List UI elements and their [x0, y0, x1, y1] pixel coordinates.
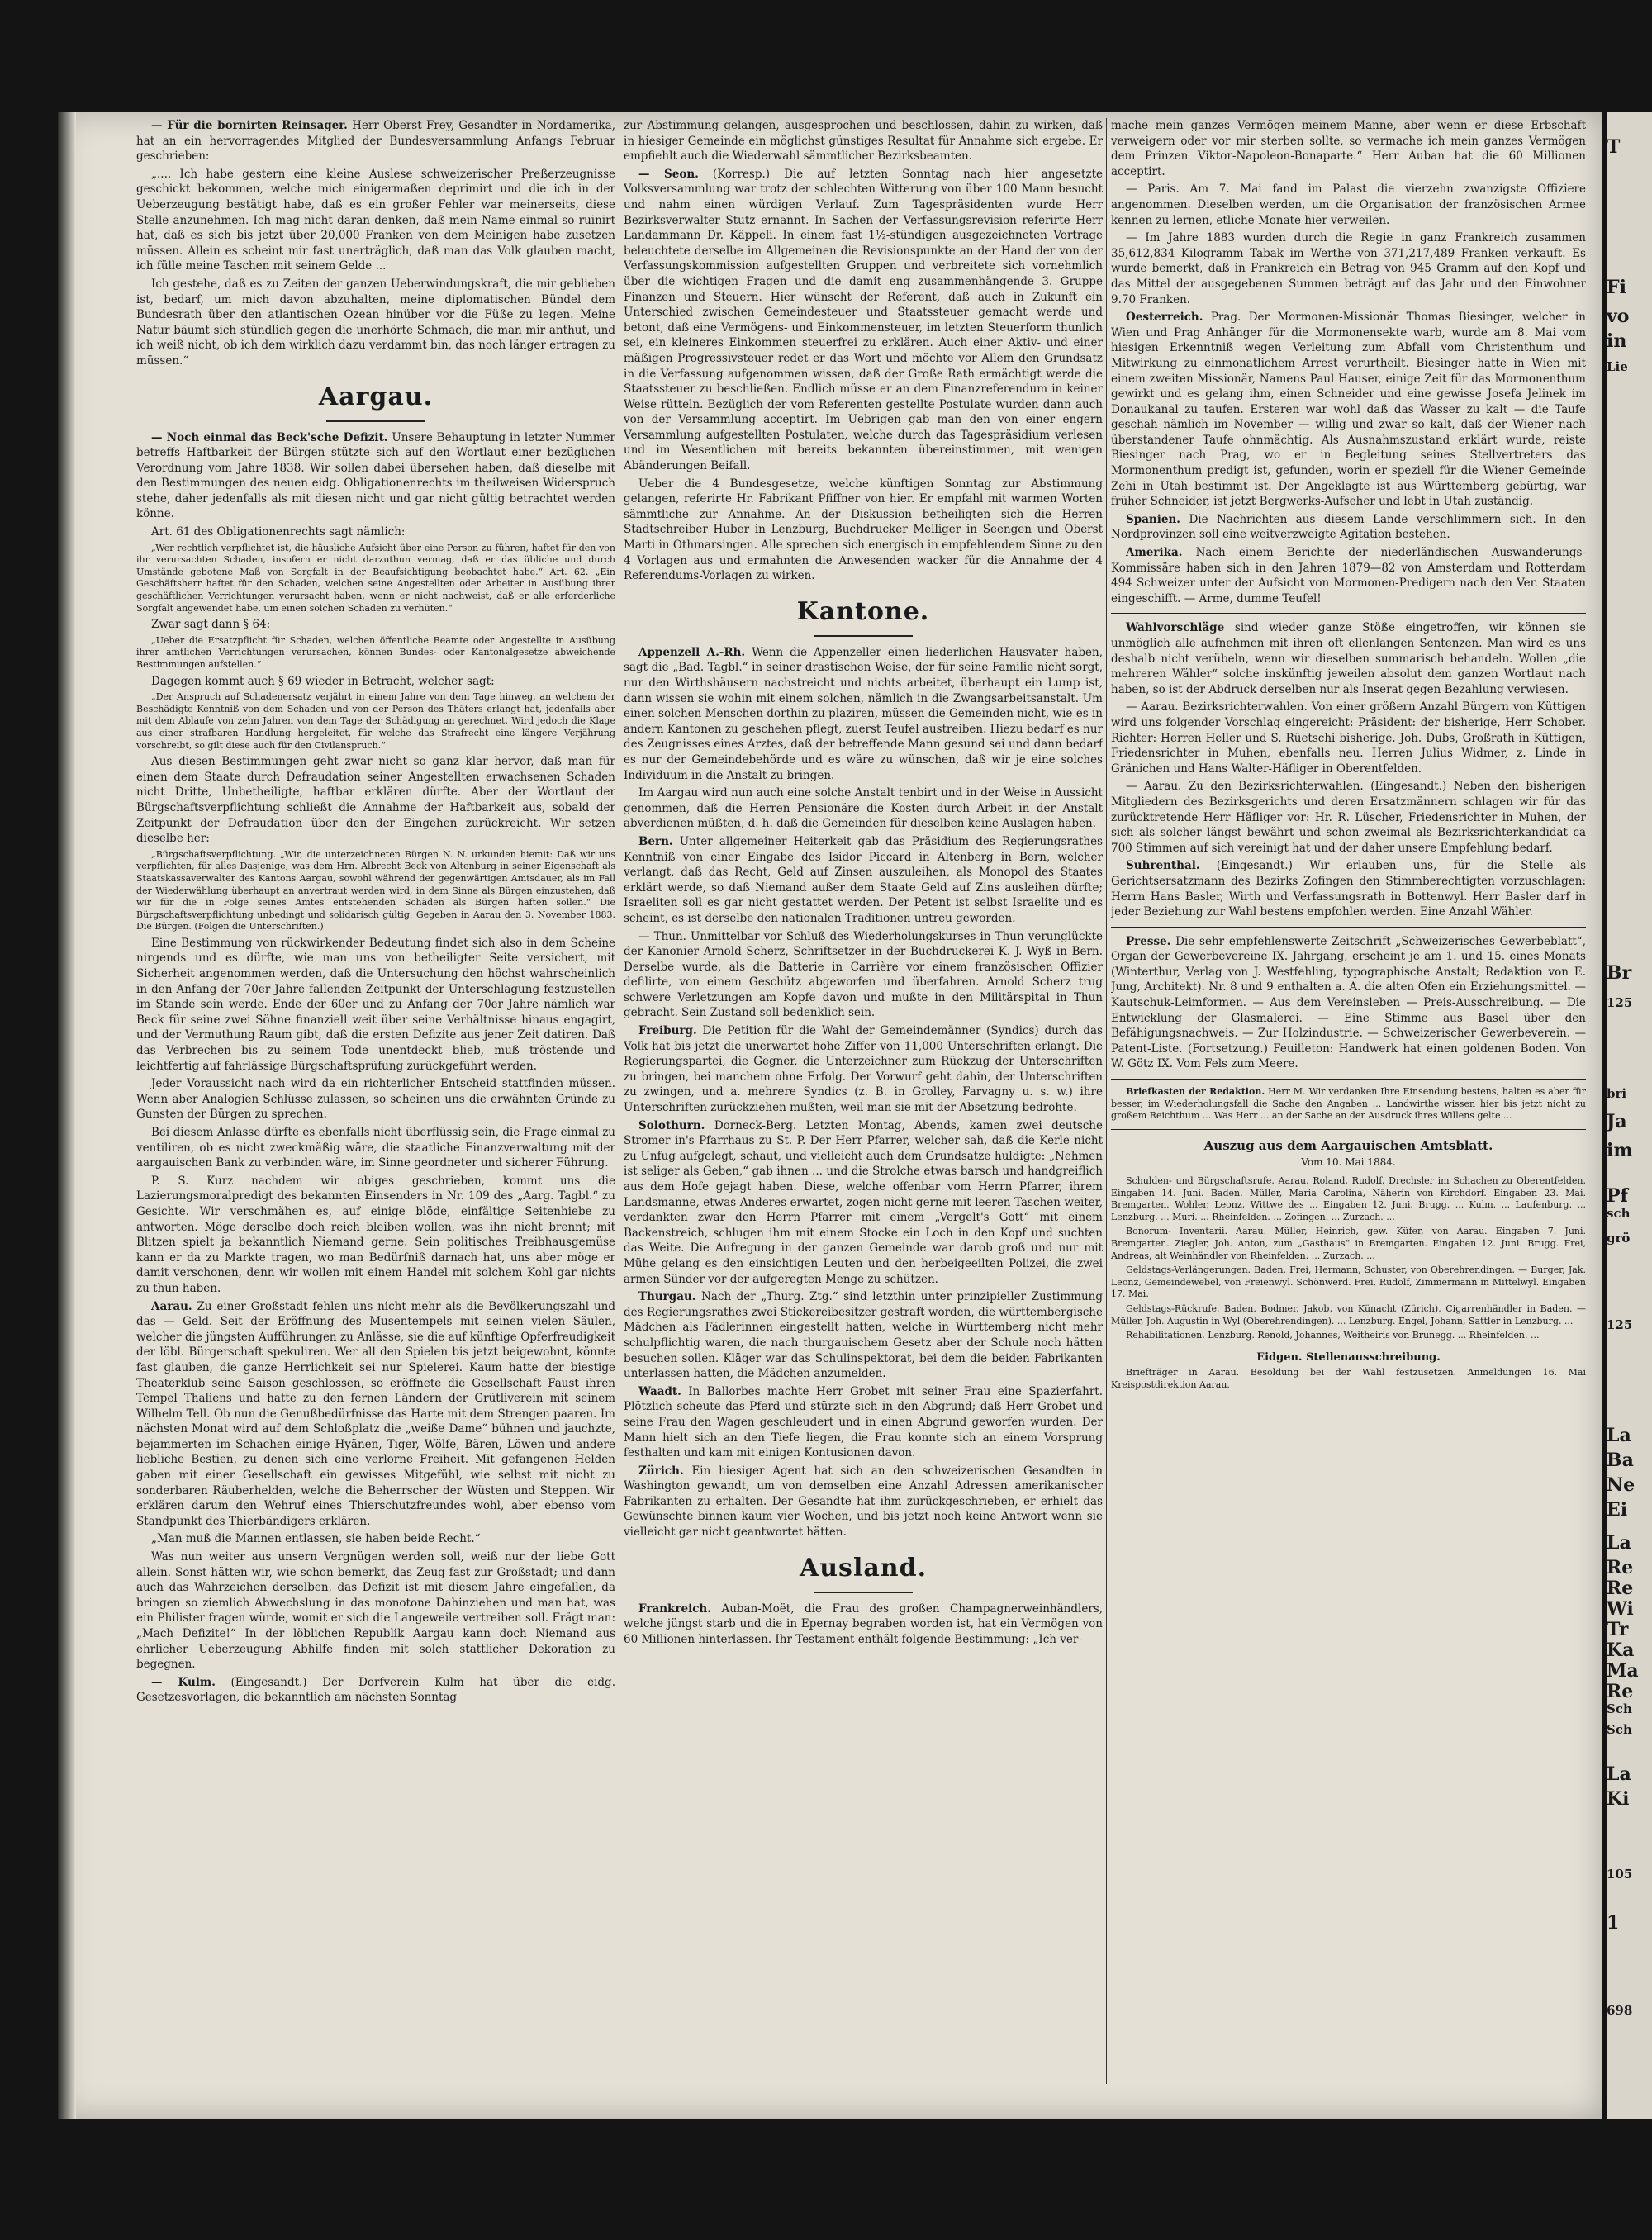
column-2 — [624, 118, 1103, 2092]
notice-paragraph: Rehabilitationen. Lenzburg. Renold, Johannes, Weitheiris von Brunegg. ... Rheinfelden. ... — [1126, 1330, 1540, 1341]
article-lead: Appenzell A.-Rh. — [638, 645, 746, 659]
article-paragraph: P. S. Kurz nachdem wir obiges geschrieben, kommt uns die Lazierungsmoralpredigt des bekannten Einsenders in Nr. 109 des „Aarg. Tagbl.“ zu Gesichte. Wir verschmähen es, auf einige blöde, einfältige Seitenhiebe zu antworten. Möge derselbe doch reich bleiben wollen, was ihn nicht brennt; mit Blitzen spielt ja bekanntlich Niemand gerne. Sein politisches Treibhausgemüse kann er da zu Markte tragen, wo man Bedürfniß darnach hat, uns aber möge er damit verschonen, denn wir wollen mit einem Handel mit solchem Kohl gar nichts zu thun haben. — [136, 1174, 615, 1295]
strip-fragment: Re — [1607, 1557, 1634, 1578]
article-paragraph — [136, 430, 615, 523]
strip-fragment: 1 — [1607, 1912, 1620, 1934]
article-paragraph: — Paris. Am 7. Mai fand im Palast die vierzehn zwanzigste Offiziere angenommen. Dieselben werden, um die Organisation der französischen Armee kennen zu lernen, etliche Monate hier verweilen. — [1111, 183, 1586, 227]
article-paragraph — [624, 167, 1103, 474]
strip-fragment: Ma — [1607, 1660, 1639, 1682]
column-3 — [1111, 118, 1586, 2092]
article-lead: — Kulm. — [151, 1675, 216, 1689]
strip-fragment: La — [1607, 1532, 1631, 1554]
article-paragraph — [624, 1464, 1103, 1540]
strip-fragment: Sch — [1607, 1722, 1632, 1737]
article-lead: Aarau. — [151, 1299, 192, 1313]
notice-paragraph: Briefträger in Aarau. Besoldung bei der Wahl festzusetzen. Anmeldungen 16. Mai Kreispostdirektion Aarau. — [1111, 1367, 1586, 1390]
article-paragraph: — Aarau. Bezirksrichterwahlen. Von einer größern Anzahl Bürgern von Küttigen wird uns folgender Vorschlag eingereicht: Präsident: der bisherige, Herr Schober. Richter: Herren Heller und S. Rüetschi bisherige. Joh. Dubs, Großrath in Küttigen, Friedensrichter in Muhen, ebenfalls neu. Herren Julius Widmer, z. Linde in Gränichen und Hans Walter-Häfliger in Oberentfelden. — [1111, 700, 1586, 776]
article-paragraph: — Im Jahre 1883 wurden durch die Regie in ganz Frankreich zusammen 35,612,834 Kilogramm Tabak im Werthe von 371,217,489 Franken verkauft. Es wurde bemerkt, daß in Frankreich ein Betrag von 945 Gramm auf den Kopf und das Mittel der ausgegebenen Summen beträgt auf das Jahr und den Einwohner 9.70 Franken. — [1111, 231, 1586, 306]
strip-fragment: Ne — [1607, 1474, 1635, 1496]
notice-paragraph: Geldstags-Verlängerungen. Baden. Frei, Hermann, Schuster, von Oberehrendingen. — Burger, Jak. Leonz, Gemeindewebel, von Freienwyl. Schönwerd. Frei, Rudolf, Zimmermann in Mittelwyl. Eingaben 17. Mai. — [1111, 1265, 1586, 1300]
article-lead: Bern. — [638, 834, 673, 848]
notice-paragraph: Geldstags-Rückrufe. Baden. Bodmer, Jakob, von Künacht (Zürich), Cigarrenhändler in Baden. — Müller, Joh. Augustin in Wyl (Oberehrendingen). ... Lenzburg. Engel, Johann, Sattler in Lenzburg. ... — [1111, 1303, 1586, 1326]
article-lead: Oesterreich. — [1126, 311, 1203, 325]
article-paragraph — [624, 1384, 1103, 1461]
article-paragraph: Dagegen kommt auch § 69 wieder in Betracht, welcher sagt: — [151, 674, 495, 688]
article-text: (Eingesandt.) Wir erlauben uns, für die Stelle als Gerichtsersatzmann des Bezirks Zofingen den Stimmberechtigten vorzuschlagen: Herrn Hans Basler, Wirth und Verfassungsrath in Bottenwyl. Herr Basler darf in jeder Beziehung zur Wahl bestens empfohlen werden. Eine Anzahl Wähler. — [1111, 859, 1586, 919]
article-lead: Solothurn. — [638, 1118, 705, 1132]
article-lead: Spanien. — [1126, 512, 1180, 526]
quoted-law: „Der Anspruch auf Schadenersatz verjährt in einem Jahre von dem Tage hinweg, an welchem der Beschädigte Kenntniß von dem Schaden und von der Person des Thäters erlangt hat, jedenfalls aber mit dem Ablaufe von zehn Jahren von dem Tage der Schädigung an gerechnet. Wird jedoch die Klage aus einer strafbaren Handlung hergeleitet, für welche das Strafrecht eine längere Verjährung vorschreibt, so gilt diese auch für den Civilanspruch.“ — [136, 691, 615, 751]
column-rule — [1106, 118, 1107, 2084]
strip-fragment: vo — [1607, 306, 1630, 327]
section-heading-kantone: Kantone. — [796, 596, 930, 626]
article-lead: Wahlvorschläge — [1126, 621, 1225, 635]
strip-fragment: La — [1607, 1425, 1631, 1446]
divider — [1111, 927, 1586, 928]
section-heading-aargau: Aargau. — [318, 382, 434, 411]
article-lead: Briefkasten der Redaktion. — [1126, 1086, 1265, 1098]
article-lead: Presse. — [1126, 934, 1171, 948]
adjacent-page-strip — [1607, 112, 1652, 2119]
strip-fragment: bri — [1607, 1086, 1627, 1101]
article-text: Dorneck-Berg. Letzten Montag, Abends, kamen zwei deutsche Stromer in's Pfarrhaus zu St. P. Der Herr Pfarrer, welcher sah, daß die Kerle nicht zu Unfug aufgelegt, schaut, und vielleicht auch dem Grundsatze huldigte: „Nehmen ist seliger als Geben,“ gab ihnen ... und die Strolche etwas barsch und handgreiflich aus dem Hofe gejagt haben. Diese, welche offenbar vom Herrn Pfarrer, ihrem Landsmanne, etwas Anderes erwartet, zogen nicht gerne mit leeren Taschen weiter, verdankten zwar den Herrn Pfarrer mit einem „Vergelt's Gott“ mit einem Backenstreich, schlugen ihm mit einem Stocke ein Loch in den Kopf und suchten das Weite. Die Aufregung in der ganzen Gemeinde war darob groß und nur mit Mühe gelang es den einsichtigen Leuten und den herbeigeeilten Polizei, die zwei armen Sünder vor der aufgeregten Menge zu schützen. — [624, 1118, 1103, 1286]
article-text: Die Petition für die Wahl der Gemeindemänner (Syndics) durch das Volk hat bis jetzt die unerwartet hohe Ziffer von 11,000 Unterschriften erlangt. Die Regierungspartei, die Gegner, die Unterzeichner zum Rückzug der Unterschriften zu bringen, bei manchem ohne Erfolg. Der Vorwurf geht dahin, der Unterschriften zu zwingen, und a. mehrere Syndics (z. B. in Grolley, Farvagny u. s. w.) ihre Unterschriften zurückziehen mußten, weil man sie mit der Absetzung bedrohte. — [624, 1024, 1103, 1115]
strip-fragment: sch — [1607, 1206, 1631, 1221]
strip-fragment: Re — [1607, 1578, 1634, 1599]
amtsblatt-heading: Auszug aus dem Aargauischen Amtsblatt. — [1203, 1137, 1493, 1153]
heading-rule — [814, 1592, 913, 1593]
article-lead: Zürich. — [638, 1464, 684, 1478]
article-text: Prag. Der Mormonen-Missionär Thomas Biesinger, welcher in Wien und Prag Anhänger für die Mormonensekte warb, wurde am 8. Mai vom hiesigen Erkenntniß wegen Verleitung zum Abfall vom Christenthum und Mitwirkung zu einmonatlichem Arrest verurtheilt. Biesinger hatte in Wien mit einem zweiten Missionär, Namens Paul Hauser, einige Zeit für das Mormonenthum gewirkt und es gelang ihm, einen Schneider und eine gewisse Josefa Jelinek im Donaukanal zu taufen. Ersteren war wohl daß das Wasser zu kalt — die Taufe geschah nämlich im November — willig und zwar so kalt, daß der Wiener nach überstandener Taufe ohnmächtig. Als Ausnahmszustand erklärt wurde, reiste Biesinger nach Prag, wo er in Begleitung seines Stellvertreters das Mormonenthum predigt ist, gefunden, worin er speziell für die Wiener Gemeinde Zehi in Utah bestimmt ist. Der Angeklagte ist aus Württemberg gebürtig, war früher Schneider, ist jetzt Bergwerks-Aufseher und lebt in Utah zuständig. — [1111, 311, 1586, 509]
strip-fragment: Ja — [1607, 1111, 1627, 1132]
page-fold-shadow — [58, 112, 76, 2119]
article-paragraph — [624, 834, 1103, 927]
article-paragraph — [624, 1289, 1103, 1382]
strip-fragment: 698 — [1607, 2003, 1633, 2018]
strip-fragment: Ki — [1607, 1788, 1630, 1810]
article-paragraph — [1111, 1086, 1586, 1122]
section-heading-ausland: Ausland. — [799, 1553, 928, 1583]
strip-fragment: Ba — [1607, 1450, 1634, 1471]
strip-fragment: Ka — [1607, 1640, 1635, 1661]
strip-fragment: 125 — [1607, 995, 1633, 1010]
article-lead: Frankreich. — [638, 1602, 711, 1616]
article-text: Auban-Moët, die Frau des großen Champagnerweinhändlers, welche jüngst starb und die in Epernay begraben worden ist, hat ein Vermögen von 60 Millionen hinterlassen. Ihr Testament enthält folgende Bestimmung: „Ich ver- — [624, 1602, 1103, 1646]
article-text: Herr M. Wir verdanken Ihre Einsendung bestens, halten es aber für besser, im Wiederholungsfall die Sache den Angaben ... Landwirthe wissen hier bis jetzt nicht zu großem Reichthum ... Was Herr ... an der Sache an der Ausdruck ihres Willens gelte ... — [1111, 1086, 1586, 1122]
strip-fragment: Re — [1607, 1681, 1634, 1702]
article-lead: Amerika. — [1126, 546, 1183, 560]
article-lead: — Seon. — [638, 167, 699, 181]
notice-paragraph: Bonorum- Inventarii. Aarau. Müller, Heinrich, gew. Küfer, von Aarau. Eingaben 7. Juni. Bremgarten. Ziegler, Joh. Anton, zum „Gasthaus“ in Bremgarten. Eingaben 12. Juni. Brugg. Frei, Andreas, alt Weinhändler von Rheinfelden. ... Zurzach. ... — [1111, 1226, 1586, 1261]
article-paragraph — [1111, 545, 1586, 606]
article-paragraph — [624, 1023, 1103, 1116]
article-paragraph: Ueber die 4 Bundesgesetze, welche künftigen Sonntag zur Abstimmung gelangen, referirte Hr. Fabrikant Pfiffner von hier. Er empfahl mit warmen Worten sämmtliche zur Annahme. An der Diskussion betheiligten sich die Herren Stadtschreiber Huber in Lenzburg, Buchdrucker Melliger in Seengen und Oberst Marti in Othmarsingen. Alle sprechen sich energisch in empfehlendem Sinne zu den 4 Vorlagen aus und ermahnten die Anwesenden wacker für die Annahme der 4 Referendums-Vorlagen zu wirken. — [624, 477, 1103, 583]
strip-fragment: Sch — [1607, 1701, 1632, 1716]
article-paragraph — [624, 1118, 1103, 1288]
article-text: Nach einem Berichte der niederländischen Auswanderungs-Kommissäre haben sich in den Jahren 1879—82 von Amsterdam und Rotterdam 494 Schweizer unter der Aufsicht von Mormonen-Predigern nach den Ver. Staaten eingeschifft. — Arme, dumme Teufel! — [1111, 546, 1586, 605]
article-paragraph — [136, 118, 615, 164]
article-paragraph — [1111, 858, 1586, 919]
strip-fragment: Ei — [1607, 1499, 1628, 1521]
quoted-law: „Ueber die Ersatzpflicht für Schaden, welchen öffentliche Beamte oder Angestellte in Ausübung ihrer amtlichen Verrichtungen verursachen, können Bundes- oder Kantonalgesetze abweichende Bestimmungen aufstellen.“ — [136, 634, 615, 670]
article-paragraph — [1111, 310, 1586, 510]
strip-fragment: grö — [1607, 1231, 1631, 1246]
article-paragraph: Art. 61 des Obligationenrechts sagt nämlich: — [151, 525, 406, 539]
strip-fragment: Tr — [1607, 1619, 1629, 1640]
article-text: Die sehr empfehlenswerte Zeitschrift „Schweizerisches Gewerbeblatt“, Organ der Gewerbevereine IX. Jahrgang, erscheint je am 1. und 15. eines Monats (Winterthur, Verlag von J. Westfehling, typographische Anstalt; Redaktion von E. Jung, Architekt). Nr. 8 und 9 enthalten a. A. die alten Ofen ein Erziehungsmittel. — Kautschuk-Leimformen. — Aus dem Vereinsleben — Preis-Ausschreibung. — Die Entwicklung der Glasmalerei. — Eine Stimme aus Basel über den Befähigungsnachweis. — Zur Holzindustrie. — Schweizerischer Gewerbeverein. — Patent-Liste. (Fortsetzung.) Feuilleton: Handwerk hat einen goldenen Boden. Von W. Götz IX. Vom Fels zum Meere. — [1111, 934, 1586, 1071]
article-paragraph: — Aarau. Zu den Bezirksrichterwahlen. (Eingesandt.) Neben den bisherigen Mitgliedern des Bezirksgerichts und deren Ersatzmännern schlagen wir für das zurücktretende Herr Häfliger vor: Hr. R. Lüscher, Friedensrichter in Muhen, der sich als solcher längst bewährt und schon zweimal als Bezirksrichterkandidat ca 700 Stimmen auf sich vereinigt hat und der daher unsere Empfehlung bedarf. — [1111, 780, 1586, 855]
article-text: Nach der „Thurg. Ztg.“ sind letzthin unter prinzipieller Zustimmung des Regierungsrathes zwei Stickereibesitzer gestraft worden, die württembergische Mädchen als Fädlerinnen eingestellt hatten, welche in Württemberg nicht mehr schulpflichtig waren, die nach thurgauischem Gesetz aber der Schule noch hätten besuchen sollen. Kläger war das Schulinspektorat, bei dem die beiden Fabrikanten unterlassen hatten, die Mädchen anzumelden. — [624, 1290, 1103, 1381]
article-paragraph: Zwar sagt dann § 64: — [151, 618, 271, 632]
article-paragraph: Eine Bestimmung von rückwirkender Bedeutung findet sich also in dem Scheine nirgends und es dürfte, wie man uns von betheiligter Seite versichert, mit Sicherheit angenommen werden, daß die Untersuchung den höchst wahrscheinlich in den Anfang der 70er Jahre fallenden Zeitpunkt der Unterschlagung festzustellen im Stande sein werde. Ende der 60er und zu Anfang der 70er Jahre nämlich war Beck für seine zwei Söhne finanziell weit über seine Verhältnisse hinaus engagirt, und der Vermuthung Raum gibt, daß die ersten Defizite aus jener Zeit datiren. Daß das Verbrechen bis zu seinem Tode unentdeckt blieb, muß tröstende und leichtfertig auf fahrlässige Bürgschaftsprüfung zurückgeführt werden. — [136, 936, 615, 1073]
article-lead: Suhrenthal. — [1126, 859, 1200, 873]
article-lead: Freiburg. — [638, 1024, 697, 1038]
article-text: sind wieder ganze Stöße eingetroffen, wir können sie unmöglich alle aufnehmen mit ihren oft ellenlangen Sentenzen. Man wird es uns deshalb nicht verübeln, wenn wir dieselben summarisch behandeln. Wollen „die mehreren Wähler“ solche inskünftig jeweilen absolut dem ganzen Wortlaut nach haben, so ist der Abdruck derselben nur als Inserat gegen Bezahlung verwiesen. — [1111, 621, 1586, 696]
divider — [1111, 1079, 1586, 1080]
article-lead: Thurgau. — [638, 1290, 696, 1304]
article-lead: — Noch einmal das Beck'sche Defizit. — [151, 430, 388, 444]
strip-fragment: Lie — [1607, 359, 1628, 374]
strip-fragment: La — [1607, 1763, 1631, 1785]
strip-fragment: Pf — [1607, 1185, 1629, 1207]
article-paragraph: Bei diesem Anlasse dürfte es ebenfalls nicht überflüssig sein, die Frage einmal zu ventiliren, ob es nicht zweckmäßig wäre, die staatliche Finanzverwaltung mit der aargauischen Bank zu verbinden wäre, im Sinne geordneter und sicherer Führung. — [136, 1126, 615, 1170]
article-paragraph: „Man muß die Mannen entlassen, sie haben beide Recht.“ — [151, 1532, 481, 1546]
article-paragraph: Was nun weiter aus unsern Vergnügen werden soll, weiß nur der liebe Gott allein. Sonst hätten wir, wie schon bemerkt, das Zeug fast zur Großstadt; und dann auch das Wahrzeichen derselben, das Defizit ist mit diesem Jahre eingefallen, da bringen so ziemlich Abwechslung in das monotone Dahinziehen und man hat, was ein Philister fragen würde, womit er sich die Langeweile vertreiben soll. Frägt man: „Mach Defizite!“ In der löblichen Republik Aargau kann doch Niemand aus ehrlicher Ueberzeugung Abhilfe finden mit solch stattlicher Dekoration zu begegnen. — [136, 1550, 615, 1672]
article-paragraph — [624, 1602, 1103, 1648]
article-paragraph: Aus diesen Bestimmungen geht zwar nicht so ganz klar hervor, daß man für einen dem Staate durch Defraudation seiner Angestellten erwachsenen Schaden nicht Dritte, Unbetheiligte, haftbar erklären dürfte. Aber der Wortlaut der Bürgschaftsverpflichtung schließt die Annahme der Haftbarkeit aus, sobald der Zeitpunkt der Defraudation über den der Eingehen zurückreicht. Wir setzen dieselbe her: — [136, 755, 615, 846]
article-paragraph: — Thun. Unmittelbar vor Schluß des Wiederholungskurses in Thun verunglückte der Kanonier Arnold Scherz, Schriftsetzer in der Buchdruckerei K. J. Wyß in Bern. Derselbe wurde, als die Batterie in Carrière vor einem französischen Offizier defilirte, von einem Geschütz abgeworfen und überfahren. Arnold Scherz trug schwere Verletzungen am Kopfe davon und mußte in den Militärspital in Thun gebracht. Sein Zustand soll bedenklich sein. — [624, 929, 1103, 1020]
strip-fragment: Fi — [1607, 277, 1626, 298]
strip-fragment: in — [1607, 330, 1627, 352]
quoted-document: „Bürgschaftsverpflichtung. „Wir, die unterzeichneten Bürgen N. N. urkunden hiemit: Daß wir uns verpflichten, für alles Dasjenige, was dem Hrn. Albrecht Beck von Altenburg in seiner Eigenschaft als Staatskassaverwalter des Kantons Aargau, sowohl während der gegenwärtigen Amtsdauer, als im Fall der Wiederwählung überhaupt an anvertraut werden wird, in dem Sinne als Bürgen einzustehen, daß wir für die in Folge seines Amtes entstehenden Schäden als Bürgen haften sollen.“ Die Bürgschaftsverpflichtung unbedingt und solidarisch gültig. Gegeben in Aarau den 3. November 1883. Die Bürgen. (Folgen die Unterschriften.) — [136, 848, 615, 933]
heading-rule — [814, 635, 913, 637]
article-text: In Ballorbes machte Herr Grobet mit seiner Frau eine Spazierfahrt. Plötzlich scheute das Pferd und stürzte sich in den Abgrund; daß Herr Grobet und seine Frau den Wagen geschleudert und in einen Abgrund geworfen wurden. Der Mann hielt sich an den Tiefe liegen, die Frau konnte sich an einem Vorsprung festhalten und kam mit einigen Kontusionen davon. — [624, 1384, 1103, 1460]
article-paragraph — [136, 1675, 615, 1706]
article-paragraph — [1111, 512, 1586, 543]
notice-paragraph: Schulden- und Bürgschaftsrufe. Aarau. Roland, Rudolf, Drechsler im Schachen zu Oberentfelden. Eingaben 14. Juni. Baden. Müller, Maria Carolina, Näherin von Kirchdorf. Eingaben 23. Mai. Bremgarten. Wohler, Leonz, Wittwe des ... Eingaben 12. Juni. Brugg. ... Kulm. ... Laufenburg. ... Lenzburg. ... Muri. ... Rheinfelden. ... Zofingen. ... Zurzach. ... — [1111, 1175, 1586, 1222]
article-paragraph: mache mein ganzes Vermögen meinem Manne, aber wenn er diese Erbschaft verweigern oder vor mir sterben sollte, so vermache ich mein ganzes Vermögen dem Prinzen Viktor-Napoleon-Bonaparte.“ Herr Auban hat die 60 Millionen acceptirt. — [1111, 119, 1586, 178]
column-rule — [619, 118, 620, 2084]
article-paragraph: Jeder Voraussicht nach wird da ein richterlicher Entscheid stattfinden müssen. Wenn aber Analogien Schlüsse zulassen, so scheinen uns die erwähnten Gründe zu Gunsten der Bürgen zu sprechen. — [136, 1077, 615, 1122]
article-text: Wenn die Appenzeller einen liederlichen Hausvater haben, sagt die „Bad. Tagbl.“ in seiner drastischen Weise, der für seine Familie nicht sorgt, nur den Wirthshäusern nachstreicht und nichts arbeitet, überhaupt ein Lump ist, dann wissen sie wohin mit einem solchen, nämlich in die Zwangsarbeitsanstalt. Um einen solchen Menschen dorthin zu plaziren, müssen die Gemeinden nicht, wie es in andern Kantonen zu geschehen pflegt, zuerst Teufel austreiben. Hiezu bedarf es nur des Zeugnisses eines Arztes, daß der betreffende Mann gesund sei und dann bedarf es nur der Gemeindebehörde und es wäre zu wünschen, daß wir je eine solches Individuum in die Anstalt zu bringen. — [624, 645, 1103, 782]
strip-fragment: im — [1607, 1140, 1633, 1161]
quoted-law: „Wer rechtlich verpflichtet ist, die häusliche Aufsicht über eine Person zu führen, haftet für den von ihr verursachten Schaden, insofern er nicht darzuthun vermag, daß er das übliche und durch Umstände gebotene Maß von Sorgfalt in der Beaufsichtigung beobachtet habe.“ Art. 62. „Ein Geschäftsherr haftet für den Schaden, welchen seine Angestellten oder Arbeiter in Ausübung ihrer geschäftlichen Verrichtungen verursacht haben, wenn er nicht nachweist, daß er alle erforderliche Sorgfalt angewendet habe, um einen solchen Schaden zu verhüten.“ — [136, 542, 615, 614]
column-1 — [136, 118, 615, 2092]
article-paragraph — [1111, 620, 1586, 697]
divider — [1111, 1129, 1586, 1130]
article-text: Herr Oberst Frey, Gesandter in Nordamerika, hat an ein hervorragendes Mitglied der Bundesversammlung Anfangs Februar geschrieben: — [136, 119, 615, 164]
divider — [1111, 613, 1586, 614]
strip-fragment: T — [1607, 136, 1621, 158]
strip-fragment: 105 — [1607, 1867, 1633, 1882]
article-lead: Waadt. — [638, 1384, 681, 1398]
text-columns — [136, 118, 1602, 2100]
strip-fragment: Wi — [1607, 1598, 1634, 1620]
article-text: Zu einer Großstadt fehlen uns nicht mehr als die Bevölkerungszahl und das — Geld. Seit der Eröffnung des Musentempels mit seinen vielen Säulen, welcher die jüngsten Aufführungen zu Anlässe, sie die auf künftige Opferfreudigkeit der löbl. Bürgerschaft spekuliren. Wer all den Spielen bis jetzt beigewohnt, könnte fast glauben, die ganze Herrlichkeit sei nur Spielerei. Kaum hatte der biestige Theaterklub seine Saison geschlossen, so eröffnete die Gesellschaft Faust ihren Tempel Thaliens und hatte zu den fernen Ländern der Grütliverein mit seinem Wilhelm Tell. Ob nun die Genußbedürfnisse das Harte mit dem Strengen paaren. Im nächsten Monat wird auf dem Schloßplatz die „weiße Dame“ bühnen und jauchzte, bejammerten im Schachen einige Hyänen, Tiger, Wölfe, Bären, Löwen und andere liebliche Bestien, zu denen sich eine verlorne Freiheit. Mit gefangenen Helden gaben mit einer Gesellschaft ein gewisses Mitgefühl, wie selbst mit nicht zu sonderbaren Räuberhelden, welche die Beherrscher der Wüsten und Steppen. Wir erklären darum den Wehruf eines Thierschutzfreundes wohl, aber ebenso vom Standpunkt des Thierbändigers erklären. — [136, 1299, 615, 1528]
article-text: (Eingesandt.) Der Dorfverein Kulm hat über die eidg. Gesetzesvorlagen, die bekanntlich am nächsten Sonntag — [136, 1675, 615, 1705]
article-text: Unter allgemeiner Heiterkeit gab das Präsidium des Regierungsrathes Kenntniß von einer Eingabe des Isidor Piccard in Altenberg in Bern, welcher verlangt, daß das Recht, Geld auf Zinsen auszuleihen, als Monopol des Staates erklärt werde, so daß Niemand außer dem Staate Geld auf Zins ausleihen dürfte; Israeliten soll es gar nicht gestattet werden. Der Petent ist selbst Israelite und es scheint, es ist derselbe den nationalen Traditionen untreu geworden. — [624, 834, 1103, 925]
article-text: Die Nachrichten aus diesem Lande verschlimmern sich. In den Nordprovinzen soll eine weitverzweigte Agitation bestehen. — [1111, 512, 1586, 542]
article-paragraph: Im Aargau wird nun auch eine solche Anstalt tenbirt und in der Weise in Aussicht genommen, daß die Herren Pensionäre die Kosten durch Arbeit in der Anstalt abverdienen müßten, d. h. daß die Gemeinden für dieselben keine Auslagen haben. — [624, 786, 1103, 831]
article-paragraph: Ich gestehe, daß es zu Zeiten der ganzen Ueberwindungskraft, die mir geblieben ist, bedarf, um mich davon abzuhalten, meine diplomatischen Bündel dem Bundesrath über den atlantischen Ozean hinüber vor die Füße zu legen. Meine Natur bäumt sich stündlich gegen die unerhörte Schmach, die man mir anthut, und ich weiß nicht, ob ich dem wirklich dazu verdammt bin, das noch länger ertragen zu müssen.“ — [136, 277, 615, 368]
stellenausschreibung-heading: Eidgen. Stellenausschreibung. — [1256, 1350, 1441, 1364]
article-paragraph — [624, 645, 1103, 783]
strip-fragment: Br — [1607, 962, 1632, 984]
article-paragraph — [136, 1299, 615, 1530]
amtsblatt-date: Vom 10. Mai 1884. — [1301, 1156, 1396, 1169]
article-text: Ein hiesiger Agent hat sich an den schweizerischen Gesandten in Washington gewandt, um von demselben eine Anzahl Adressen amerikanischer Fabrikanten zu erhalten. Der Gesandte hat ihm zurückgeschrieben, er erhielt das Gewünschte binnen kaum vier Wochen, und bis jetzt noch keine Antwort wenn sie vielleicht gar nicht geantwortet hätten. — [624, 1464, 1103, 1540]
article-lead: — Für die bornirten Reinsager. — [151, 119, 348, 132]
article-paragraph: zur Abstimmung gelangen, ausgesprochen und beschlossen, dahin zu wirken, daß in hiesiger Gemeinde ein möglichst günstiges Resultat für Annahme sich ergebe. Er empfiehlt auch die Wiederwahl sämmtlicher Bezirksbeamten. — [624, 119, 1103, 164]
article-text: (Korresp.) Die auf letzten Sonntag nach hier angesetzte Volksversammlung war trotz der schlechten Witterung von über 100 Mann besucht und nahm einen würdigen Verlauf. Zum Tagespräsidenten wurde Herr Bezirksverwalter Stutz ernannt. In Sachen der Verfassungsrevision referirte Herr Landammann Dr. Käppeli. In einem fast 1½-stündigen ausgezeichneten Vortrage beleuchtete derselbe im Allgemeinen die Revisionspunkte an der Hand der von der Verfassungskommission aufgestellten Gruppen und verbreitete sich vornehmlich über die wichtigen Fragen und die damit eng zusammenhängende 3. Gruppe Finanzen und Steuern. Hier wünscht der Referent, daß auch in Zukunft ein Unterschied zwischen Gemeindesteuer und Staatssteuer gemacht werde und betont, daß eine Vermögens- und Einkommensteuer, im letzten Steuerform thunlich sei, ein kleineres Einkommen steuerfrei zu erklären. Auch einer Aktiv- und einer mäßigen Progressivsteuer redet er das Wort und möchte vor Allem den Grundsatz in die Verfassung aufgenommen wissen, daß der Große Rath ermächtigt werde die Staatssteuer zu beschließen. Endlich müsse er an dem Finanzreferendum in keiner Weise rütteln. Bezüglich der vom Referenten gestellte Postulate wurden dann auch von der Versammlung acceptirt. Im Uebrigen gab man den von einer engern Versammlung aufgestellten Postulaten, welche durch das Tagespräsidium verlesen und im Wesentlichen mit bereits bekannten übereinstimmen, mit wenigen Abänderungen Beifall. — [624, 167, 1103, 473]
article-paragraph — [1111, 934, 1586, 1072]
newspaper-page — [58, 112, 1602, 2119]
strip-fragment: 125 — [1607, 1317, 1633, 1332]
heading-rule — [326, 420, 425, 422]
article-text: Unsere Behauptung in letzter Nummer betreffs Haftbarkeit der Bürgen stützte sich auf den Wortlaut einer bezüglichen Verordnung vom Jahre 1838. Wir sollen dabei übersehen haben, daß dieselbe mit den Bestimmungen des neuen eidg. Obligationenrechts im theilweisen Widerspruch stehe, daher jedenfalls als mit diesen nicht und gar nicht gültig betrachtet werden könne. — [136, 430, 615, 521]
article-paragraph: „.... Ich habe gestern eine kleine Auslese schweizerischer Preßerzeugnisse geschickt bekommen, welche mich einigermaßen deprimirt und die ich in der Ueberzeugung bestätigt habe, daß es ein großer Fehler war meinerseits, diese Stelle anzunehmen. Ich mag nicht daran denken, daß mein Name einmal so ruinirt hat, daß es sich bis jetzt über 20,000 Franken von dem Meinigen habe zusetzen müssen. Allein es scheint mir fast unerträglich, daß man das Volk glauben macht, ich fülle meine Taschen mit seinem Gelde ... — [136, 167, 615, 273]
